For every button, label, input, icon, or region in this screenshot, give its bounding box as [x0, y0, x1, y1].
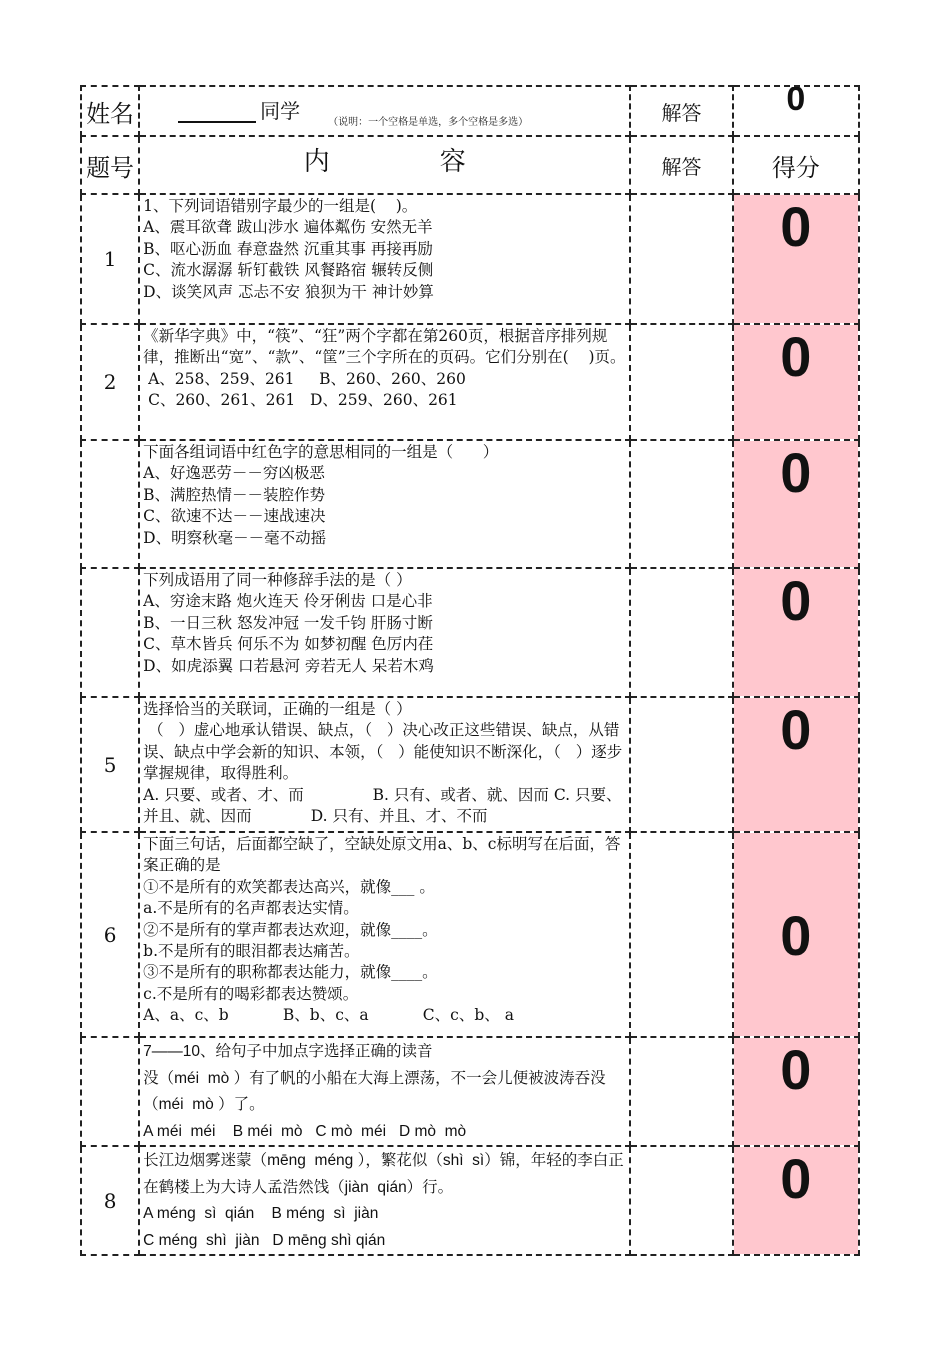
quiz-table	[80, 85, 860, 1256]
score-cell	[733, 324, 859, 440]
score-value: 0	[780, 441, 812, 504]
name-row	[81, 86, 859, 136]
answer-label: 解答	[630, 86, 732, 136]
column-answer-header: 解答	[630, 136, 732, 194]
answer-cell[interactable]	[630, 568, 732, 697]
question-row	[81, 194, 859, 324]
question-number	[81, 568, 139, 697]
question-text: 选择恰当的关联词，正确的一组是（ ） （ ）虚心地承认错误、缺点，（ ）决心改正这些错误、缺点，从错误、缺点中学会新的知识、本领，（ ）能使知识不断深化，（ ）逐步掌握规律，取得胜利。 A. 只要、或者、才、而 B. 只有、或者、就、因而 C. 只要、并且、就、因而 D. 只有、并且、才、不而	[139, 697, 630, 832]
question-number	[81, 1037, 139, 1146]
question-row	[81, 324, 859, 440]
score-cell	[733, 697, 859, 832]
score-cell	[733, 1146, 859, 1255]
answer-cell[interactable]	[630, 194, 732, 324]
question-number: 2	[81, 324, 139, 440]
total-score: 0	[733, 86, 859, 136]
score-value: 0	[780, 1147, 812, 1210]
answer-cell[interactable]	[630, 440, 732, 568]
quiz-sheet	[80, 85, 860, 1256]
score-cell	[733, 568, 859, 697]
question-row	[81, 568, 859, 697]
answer-cell[interactable]	[630, 697, 732, 832]
question-number	[81, 440, 139, 568]
score-value: 0	[780, 325, 812, 388]
question-row	[81, 832, 859, 1037]
question-number: 1	[81, 194, 139, 324]
question-number: 6	[81, 832, 139, 1037]
name-label: 姓名	[81, 86, 139, 136]
question-text: 1、下列词语错别字最少的一组是( )。 A、震耳欲聋 跋山涉水 遍体粼伤 安然无羊 B、呕心沥血 春意盎然 沉重其事 再接再励 C、流水潺潺 斩钉截铁 风餐路宿 辗转反侧 D、谈笑风声 忑忐不安 狼狈为干 神计妙算	[139, 194, 630, 324]
score-value: 0	[780, 903, 812, 967]
question-text: 下列成语用了同一种修辞手法的是（ ） A、穷途末路 炮火连天 伶牙俐齿 口是心非 B、一日三秋 怒发冲冠 一发千钧 肝肠寸断 C、草木皆兵 何乐不为 如梦初醒 色厉内荏 D、如虎添翼 口若悬河 旁若无人 呆若木鸡	[139, 568, 630, 697]
column-header-row	[81, 136, 859, 194]
answer-cell[interactable]	[630, 832, 732, 1037]
name-suffix: 同学	[260, 99, 301, 123]
question-text: 下面三句话，后面都空缺了，空缺处原文用a、b、c标明写在后面，答案正确的是 ①不是所有的欢笑都表达高兴，就像___ 。 a.不是所有的名声都表达实情。 ②不是所有的掌声都表达欢迎，就像____。 b.不是所有的眼泪都表达痛苦。 ③不是所有的职称都表达能力，就像____。 c.不是所有的喝彩都表达赞颂。 A、a、c、b B、b、c、a C、c、b、 a	[139, 832, 630, 1037]
score-cell	[733, 440, 859, 568]
answer-cell[interactable]	[630, 1037, 732, 1146]
score-value: 0	[780, 698, 812, 761]
score-value: 0	[780, 1038, 812, 1101]
question-text: 下面各组词语中红色字的意思相同的一组是（ ） A、好逸恶劳－－穷凶极恶 B、满腔热情－－装腔作势 C、欲速不达－－速战速决 D、明察秋毫－－毫不动摇	[139, 440, 630, 568]
column-score-header: 得分	[733, 136, 859, 194]
column-number-header: 题号	[81, 136, 139, 194]
question-number: 8	[81, 1146, 139, 1255]
name-field[interactable]	[139, 86, 630, 136]
question-row	[81, 1146, 859, 1255]
score-value: 0	[780, 569, 812, 632]
score-cell	[733, 1037, 859, 1146]
question-row	[81, 1037, 859, 1146]
question-text: 7——10、给句子中加点字选择正确的读音 没（méi mò ）有了帆的小船在大海上漂荡，不一会儿便被波涛吞没（méi mò ）了。 A méi méi B méi mò C mò méi D mò mò	[139, 1037, 630, 1146]
question-text: 长江边烟雾迷蒙（mēng méng ），繁花似（shì sì）锦，年轻的李白正在鹤楼上为大诗人孟浩然饯（jiàn qián）行。 A méng sì qián B méng sì jiàn C méng shì jiàn D mēng shì qián	[139, 1146, 630, 1255]
column-content-header	[139, 136, 630, 194]
question-row	[81, 440, 859, 568]
question-number: 5	[81, 697, 139, 832]
name-blank[interactable]	[178, 97, 256, 123]
question-row	[81, 697, 859, 832]
question-text: 《新华字典》中，“筷”、“狂”两个字都在第260页，根据音序排列规律，推断出“宽”、“款”、“筐”三个字所在的页码。它们分别在( )页。 A、258、259、261 B、260、260、260 C、260、261、261 D、259、260、261	[139, 324, 630, 440]
answer-cell[interactable]	[630, 1146, 732, 1255]
instruction-note: （说明：一个空格是单选，多个空格是多选）	[328, 117, 529, 128]
score-value: 0	[780, 195, 812, 258]
answer-cell[interactable]	[630, 324, 732, 440]
content-header-char-2: 容	[439, 147, 466, 177]
score-cell	[733, 194, 859, 324]
score-cell	[733, 832, 859, 1037]
content-header-char-1: 内	[303, 147, 330, 177]
